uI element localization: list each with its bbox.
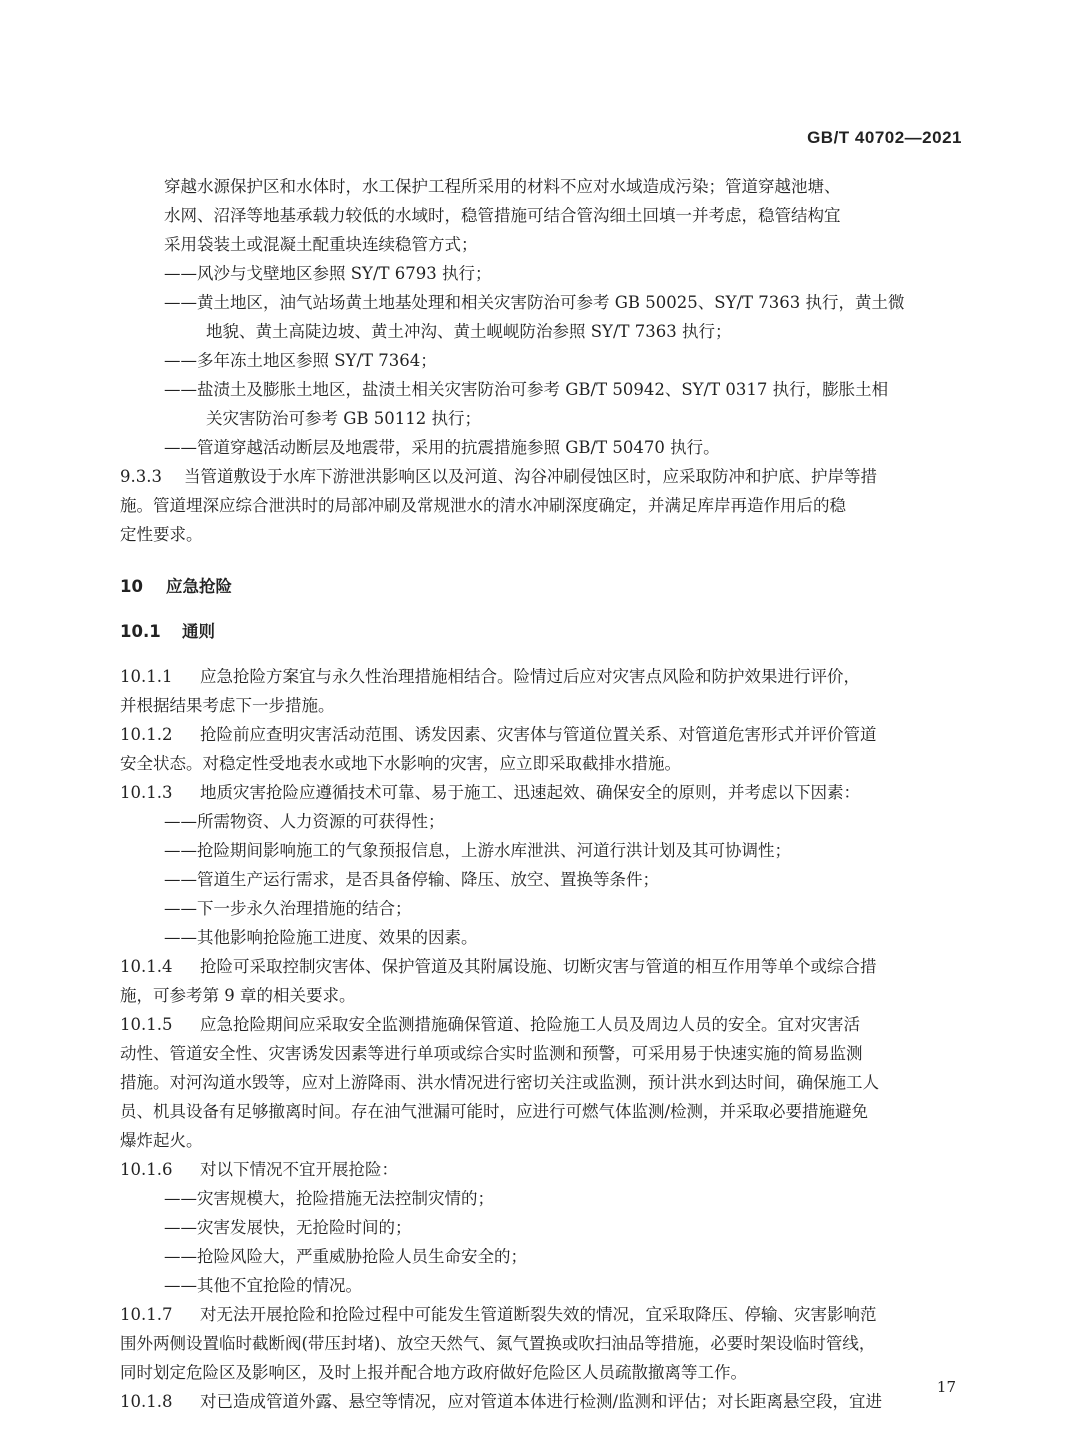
text-line: 员、机具设备有足够撤离时间。存在油气泄漏可能时，应进行可燃气体监测/检测，并采取必要措施避免: [120, 1102, 869, 1121]
dash-item: ——其他不宜抢险的情况。: [164, 1276, 362, 1295]
section-heading: [120, 617, 968, 646]
body-text: [120, 172, 968, 1416]
text-line: 爆炸起火。: [120, 1131, 203, 1150]
dash-item: ——盐渍土及膨胀土地区，盐渍土相关灾害防治可参考 GB/T 50942、SY/T 0317 执行，膨胀土相: [164, 380, 889, 399]
clause-9-3-3: [120, 462, 968, 491]
text-line: 围外两侧设置临时截断阀(带压封堵)、放空天然气、氮气置换或吹扫油品等措施，必要时架设临时管线，: [120, 1334, 876, 1353]
clause-number: 10.1.4: [120, 957, 173, 976]
text-line: 关灾害防治可参考 GB 50112 执行；: [206, 409, 482, 428]
dash-item: ——管道穿越活动断层及地震带，采用的抗震措施参照 GB/T 50470 执行。: [164, 438, 720, 457]
clause-10-1-2: [120, 720, 968, 749]
clause-text: 抢险前应查明灾害活动范围、诱发因素、灾害体与管道位置关系、对管道危害形式并评价管道: [200, 725, 877, 744]
clause-10-1-3: [120, 778, 968, 807]
clause-number: 10.1.8: [120, 1392, 173, 1411]
standard-code: GB/T 40702—2021: [807, 128, 962, 147]
chapter-number: 10: [120, 577, 143, 596]
dash-item: ——灾害发展快，无抢险时间的；: [164, 1218, 412, 1237]
dash-item: ——其他影响抢险施工进度、效果的因素。: [164, 928, 478, 947]
dash-item: ——抢险风险大，严重威胁抢险人员生命安全的；: [164, 1247, 527, 1266]
clause-number: 9.3.3: [120, 467, 162, 486]
dash-item: ——多年冻土地区参照 SY/T 7364；: [164, 351, 437, 370]
dash-item: ——黄土地区，油气站场黄土地基处理和相关灾害防治可参考 GB 50025、SY/T 7363 执行，黄土微: [164, 293, 905, 312]
clause-text: 地质灾害抢险应遵循技术可靠、易于施工、迅速起效、确保安全的原则，并考虑以下因素：: [200, 783, 860, 802]
section-number: 10.1: [120, 622, 161, 641]
section-title: 通则: [182, 622, 215, 641]
text-line: 定性要求。: [120, 525, 203, 544]
text-line: 同时划定危险区及影响区，及时上报并配合地方政府做好危险区人员疏散撤离等工作。: [120, 1363, 747, 1382]
clause-text: 应急抢险期间应采取安全监测措施确保管道、抢险施工人员及周边人员的安全。宜对灾害活: [200, 1015, 860, 1034]
dash-item: ——灾害规模大，抢险措施无法控制灾情的；: [164, 1189, 494, 1208]
dash-item: ——下一步永久治理措施的结合；: [164, 899, 412, 918]
text-line: 地貌、黄土高陡边坡、黄土冲沟、黄土岘岘防治参照 SY/T 7363 执行；: [206, 322, 732, 341]
clause-text: 应急抢险方案宜与永久性治理措施相结合。险情过后应对灾害点风险和防护效果进行评价，: [200, 667, 860, 686]
text-line: 安全状态。对稳定性受地表水或地下水影响的灾害，应立即采取截排水措施。: [120, 754, 681, 773]
text-line: 动性、管道安全性、灾害诱发因素等进行单项或综合实时监测和预警，可采用易于快速实施的简易监测: [120, 1044, 863, 1063]
clause-10-1-6: [120, 1155, 968, 1184]
clause-text: 抢险可采取控制灾害体、保护管道及其附属设施、切断灾害与管道的相互作用等单个或综合措: [200, 957, 877, 976]
clause-text: 当管道敷设于水库下游泄洪影响区以及河道、沟谷冲刷侵蚀区时，应采取防冲和护底、护岸等措: [184, 467, 877, 486]
clause-number: 10.1.5: [120, 1015, 173, 1034]
clause-number: 10.1.1: [120, 667, 173, 686]
clause-text: 对已造成管道外露、悬空等情况，应对管道本体进行检测/监测和评估；对长距离悬空段，宜进: [200, 1392, 883, 1411]
dash-item: ——风沙与戈壁地区参照 SY/T 6793 执行；: [164, 264, 492, 283]
clause-text: 对以下情况不宜开展抢险：: [200, 1160, 398, 1179]
clause-text: 对无法开展抢险和抢险过程中可能发生管道断裂失效的情况，宜采取降压、停输、灾害影响范: [200, 1305, 877, 1324]
clause-10-1-7: [120, 1300, 968, 1329]
text-line: 施，可参考第 9 章的相关要求。: [120, 986, 356, 1005]
dash-item: ——管道生产运行需求，是否具备停输、降压、放空、置换等条件；: [164, 870, 659, 889]
text-line: 施。管道埋深应综合泄洪时的局部冲刷及常规泄水的清水冲刷深度确定，并满足库岸再造作用后的稳: [120, 496, 846, 515]
clause-number: 10.1.3: [120, 783, 173, 802]
text-line: 穿越水源保护区和水体时，水工保护工程所采用的材料不应对水域造成污染；管道穿越池塘、: [164, 177, 841, 196]
chapter-heading: [120, 572, 968, 601]
clause-number: 10.1.2: [120, 725, 173, 744]
clause-10-1-4: [120, 952, 968, 981]
text-line: 水网、沼泽等地基承载力较低的水域时，稳管措施可结合管沟细土回填一并考虑，稳管结构宜: [164, 206, 841, 225]
dash-item: ——所需物资、人力资源的可获得性；: [164, 812, 445, 831]
dash-item: ——抢险期间影响施工的气象预报信息，上游水库泄洪、河道行洪计划及其可协调性；: [164, 841, 791, 860]
clause-number: 10.1.6: [120, 1160, 173, 1179]
text-line: 采用袋装土或混凝土配重块连续稳管方式；: [164, 235, 478, 254]
clause-10-1-1: [120, 662, 968, 691]
chapter-title: 应急抢险: [166, 577, 232, 596]
text-line: 并根据结果考虑下一步措施。: [120, 696, 335, 715]
text-line: 措施。对河沟道水毁等，应对上游降雨、洪水情况进行密切关注或监测，预计洪水到达时间，确保施工人: [120, 1073, 879, 1092]
page-number: 17: [936, 1378, 956, 1396]
clause-10-1-5: [120, 1010, 968, 1039]
clause-number: 10.1.7: [120, 1305, 173, 1324]
clause-10-1-8: [120, 1387, 968, 1416]
